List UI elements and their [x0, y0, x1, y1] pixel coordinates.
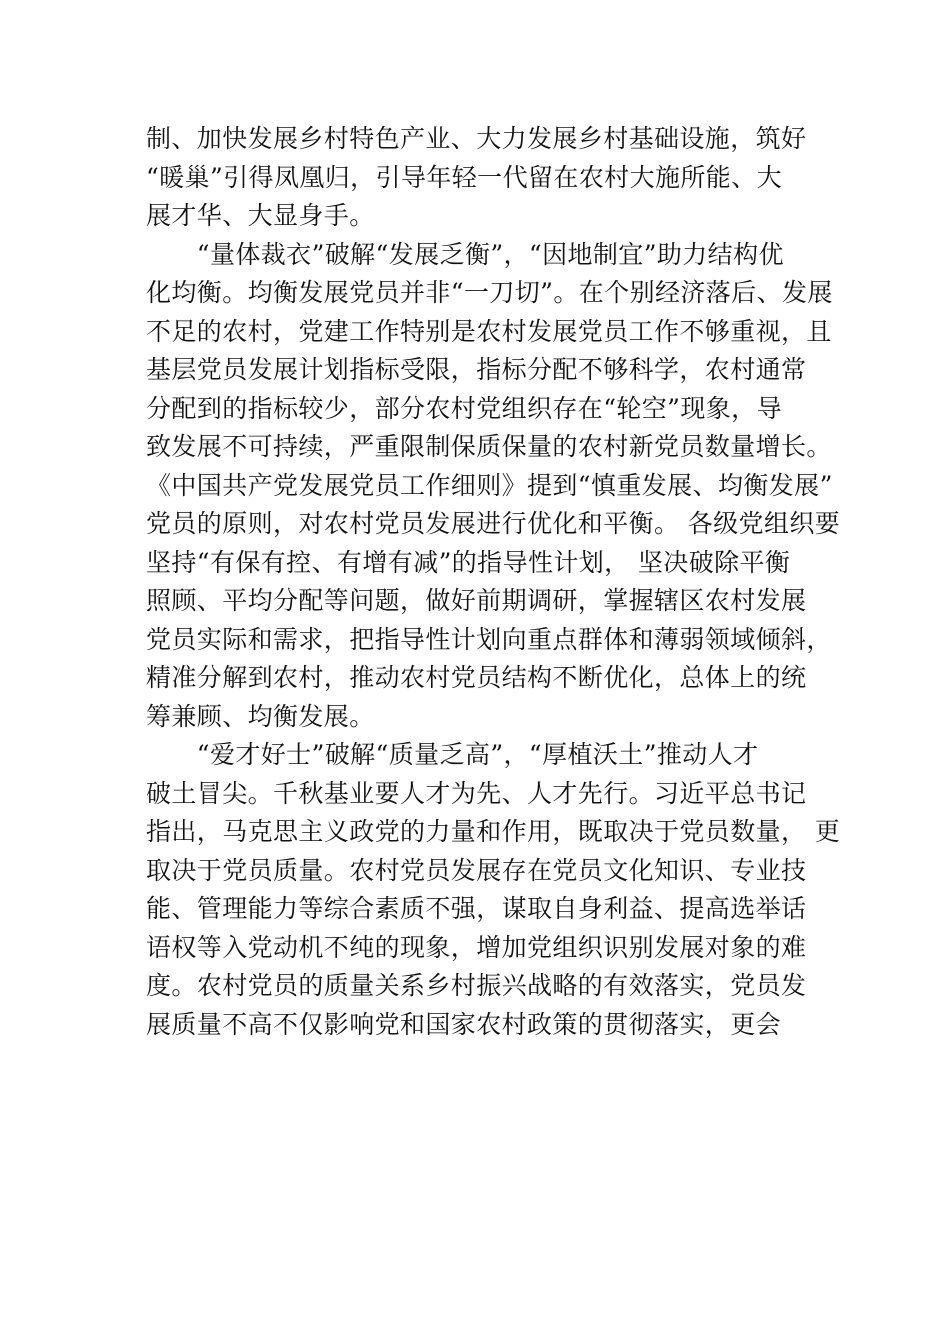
text-line: 不足的农村，党建工作特别是农村发展党员工作不够重视，且: [146, 316, 832, 346]
text-line: 破土冒尖。千秋基业要人才为先、人才先行。习近平总书记: [146, 778, 807, 808]
text-line: 能、管理能力等综合素质不强，谋取自身利益、提高选举话: [146, 894, 807, 923]
text-line: “爱才好士”破解“质量乏高”，“厚植沃土”推动人才: [146, 740, 759, 769]
text-line: 基层党员发展计划指标受限，指标分配不够科学，农村通常: [146, 355, 807, 384]
text-line: 筹兼顾、均衡发展。: [146, 701, 375, 731]
text-line: 致发展不可持续，严重限制保质保量的农村新党员数量增长。: [146, 432, 832, 461]
text-line: “量体裁衣”破解“发展乏衡”，“因地制宜”助力结构优: [146, 239, 784, 269]
text-line: 化均衡。均衡发展党员并非“一刀切”。在个别经济落后、发展: [146, 278, 833, 307]
text-line: 精准分解到农村，推动农村党员结构不断优化，总体上的统: [146, 663, 807, 692]
text-line: 分配到的指标较少，部分农村党组织存在“轮空”现象，导: [146, 393, 782, 423]
text-line: 语权等入党动机不纯的现象，增加党组织识别发展对象的难: [146, 932, 807, 962]
text-line: 党员的原则，对农村党员发展进行优化和平衡。 各级党组织要: [146, 509, 841, 538]
text-line: 党员实际和需求，把指导性计划向重点群体和薄弱领域倾斜，: [146, 624, 832, 654]
text-line: 制、加快发展乡村特色产业、大力发展乡村基础设施，筑好: [146, 124, 807, 153]
text-line: 指出，马克思主义政党的力量和作用，既取决于党员数量， 更: [146, 817, 841, 846]
text-line: “暖巢”引得凤凰归，引导年轻一代留在农村大施所能、大: [146, 162, 782, 192]
text-line: 取决于党员质量。农村党员发展存在党员文化知识、专业技: [146, 855, 807, 885]
text-line: 展质量不高不仅影响党和国家农村政策的贯彻落实，更会: [146, 1009, 782, 1039]
text-line: 度。农村党员的质量关系乡村振兴战略的有效落实，党员发: [146, 971, 807, 1000]
text-line: 照顾、平均分配等问题，做好前期调研，掌握辖区农村发展: [146, 586, 807, 615]
body-text: [146, 120, 841, 1044]
text-line: 展才华、大显身手。: [146, 201, 375, 230]
text-line: 坚持“有保有控、有增有减”的指导性计划， 坚决破除平衡: [146, 547, 791, 577]
text-line: 《中国共产党发展党员工作细则》提到“慎重发展、均衡发展”: [146, 470, 833, 500]
